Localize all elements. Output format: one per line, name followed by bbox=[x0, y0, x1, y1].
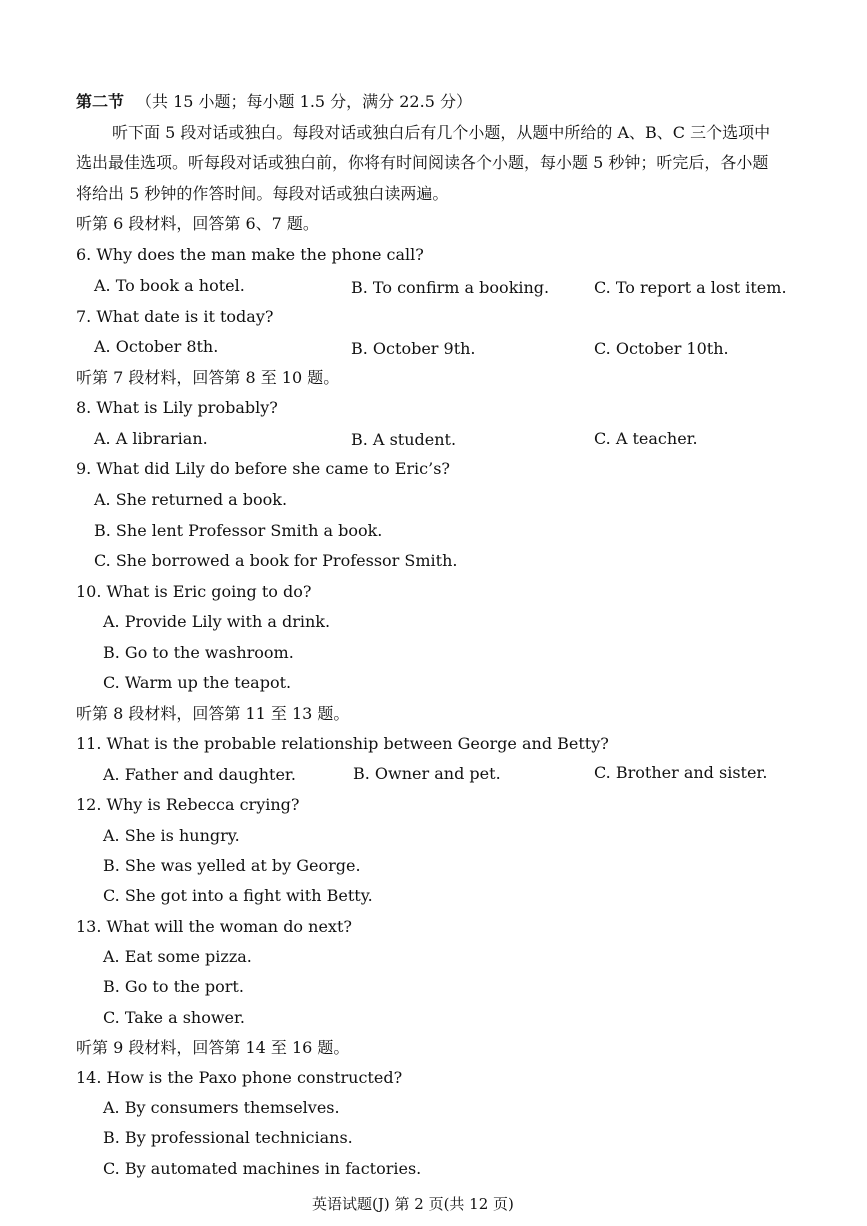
question-stem: 8. What is Lily probably? bbox=[76, 398, 278, 417]
passage-instruction: 听第 8 段材料，回答第 11 至 13 题。 bbox=[76, 704, 350, 723]
instructions-line: 将给出 5 秒钟的作答时间。每段对话或独白读两遍。 bbox=[76, 184, 449, 203]
answer-option: A. Provide Lily with a drink. bbox=[103, 612, 331, 631]
section-title: 第二节 bbox=[76, 92, 125, 111]
passage-instruction: 听第 9 段材料，回答第 14 至 16 题。 bbox=[76, 1038, 350, 1057]
question-stem: 13. What will the woman do next? bbox=[76, 917, 352, 936]
question-stem: 14. How is the Paxo phone constructed? bbox=[76, 1068, 403, 1087]
answer-option: A. Eat some pizza. bbox=[103, 947, 252, 966]
answer-option: A. To book a hotel. bbox=[94, 276, 245, 295]
question-stem: 7. What date is it today? bbox=[76, 307, 274, 326]
instructions-line: 听下面 5 段对话或独白。每段对话或独白后有几个小题，从题中所给的 A、B、C 三个选项中 bbox=[112, 123, 771, 142]
passage-instruction: 听第 7 段材料，回答第 8 至 10 题。 bbox=[76, 368, 340, 387]
instructions-line: 选出最佳选项。听每段对话或独白前，你将有时间阅读各个小题，每小题 5 秒钟；听完后，各小题 bbox=[76, 153, 769, 172]
page-footer: 英语试题(J) 第 2 页(共 12 页) bbox=[312, 1195, 514, 1213]
passage-instruction: 听第 6 段材料，回答第 6、7 题。 bbox=[76, 214, 319, 233]
answer-option: B. She was yelled at by George. bbox=[103, 856, 361, 875]
answer-option: B. Go to the port. bbox=[103, 977, 244, 996]
question-stem: 11. What is the probable relationship between George and Betty? bbox=[76, 734, 609, 753]
section-heading bbox=[76, 92, 472, 112]
answer-option: C. Brother and sister. bbox=[594, 763, 768, 782]
answer-option: A. She returned a book. bbox=[94, 490, 288, 509]
answer-option: C. A teacher. bbox=[594, 429, 698, 448]
question-stem: 10. What is Eric going to do? bbox=[76, 582, 312, 601]
answer-option: A. By consumers themselves. bbox=[103, 1098, 340, 1117]
answer-option: C. She got into a fight with Betty. bbox=[103, 886, 373, 905]
answer-option: B. Owner and pet. bbox=[353, 764, 501, 783]
question-stem: 9. What did Lily do before she came to Eric’s? bbox=[76, 459, 450, 478]
answer-option: A. A librarian. bbox=[94, 429, 208, 448]
answer-option: B. By professional technicians. bbox=[103, 1128, 353, 1147]
answer-option: C. Warm up the teapot. bbox=[103, 673, 292, 692]
question-stem: 6. Why does the man make the phone call? bbox=[76, 245, 424, 264]
answer-option: B. October 9th. bbox=[351, 339, 476, 358]
answer-option: B. A student. bbox=[351, 430, 457, 449]
answer-option: C. To report a lost item. bbox=[594, 278, 787, 297]
answer-option: C. By automated machines in factories. bbox=[103, 1159, 422, 1178]
section-scoring-note: （共 15 小题；每小题 1.5 分，满分 22.5 分） bbox=[136, 92, 472, 111]
answer-option: B. She lent Professor Smith a book. bbox=[94, 521, 383, 540]
answer-option: A. October 8th. bbox=[94, 337, 219, 356]
answer-option: C. She borrowed a book for Professor Smith. bbox=[94, 551, 458, 570]
answer-option: B. Go to the washroom. bbox=[103, 643, 294, 662]
answer-option: C. Take a shower. bbox=[103, 1008, 245, 1027]
question-stem: 12. Why is Rebecca crying? bbox=[76, 795, 300, 814]
answer-option: B. To confirm a booking. bbox=[351, 278, 550, 297]
answer-option: C. October 10th. bbox=[594, 339, 729, 358]
answer-option: A. She is hungry. bbox=[103, 826, 240, 845]
answer-option: A. Father and daughter. bbox=[103, 765, 296, 784]
